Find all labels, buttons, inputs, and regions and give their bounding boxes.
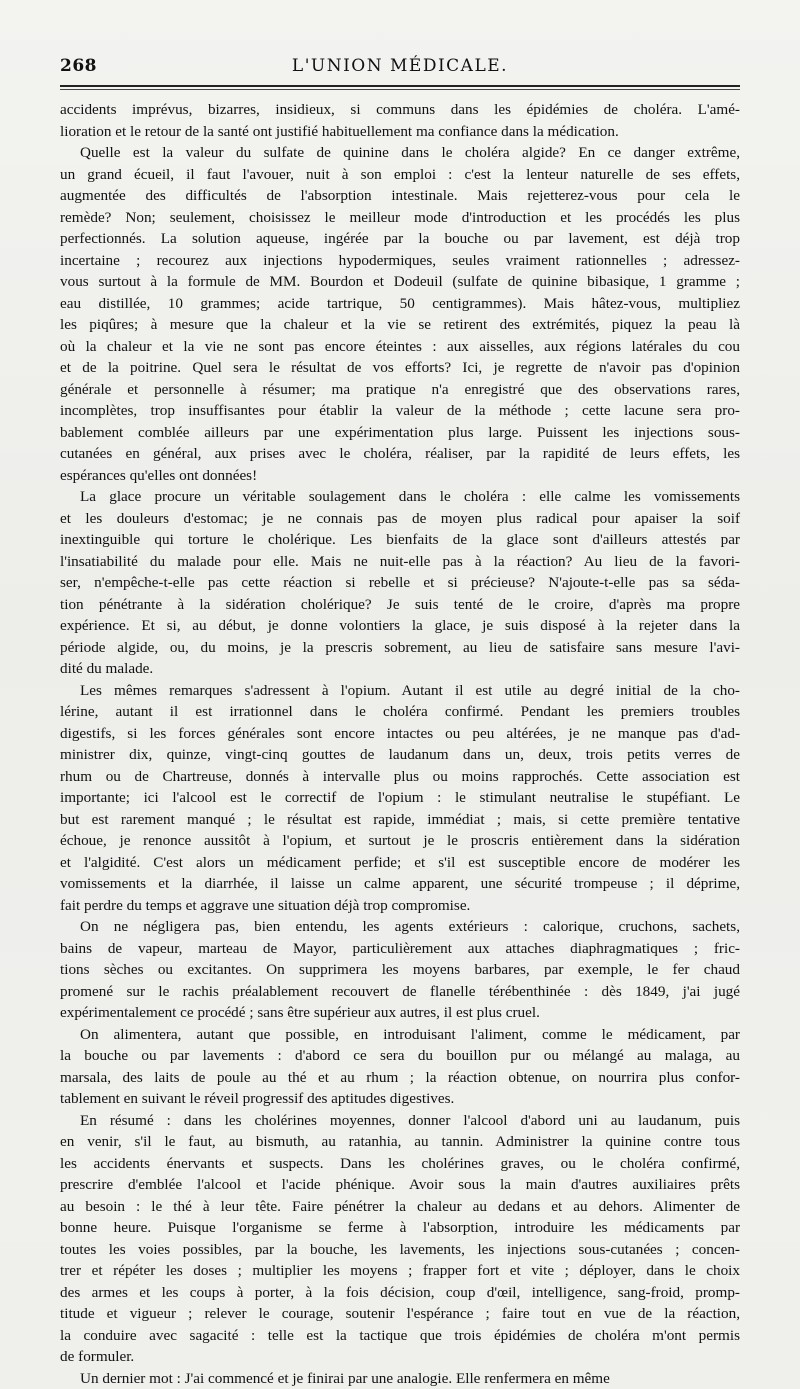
text-line: la conduire avec sagacité : telle est la tactique que trois épidémies de choléra m'ont permis bbox=[60, 1325, 740, 1347]
text-line: trer et répéter les doses ; multiplier les moyens ; frapper fort et vite ; déployer, dans le choix bbox=[60, 1260, 740, 1282]
text-line: On ne négligera pas, bien entendu, les agents extérieurs : calorique, cruchons, sachets, bbox=[60, 916, 740, 938]
text-line: expérience. Et si, au début, je donne volontiers la glace, je suis disposé à la rejeter dans la bbox=[60, 615, 740, 637]
text-line: fait perdre du temps et aggrave une situation déjà trop compromise. bbox=[60, 895, 740, 917]
header-rule bbox=[60, 85, 740, 87]
paragraph bbox=[60, 142, 740, 486]
text-line: échoue, je renonce aussitôt à l'opium, et surtout je le proscris entièrement dans la sidération bbox=[60, 830, 740, 852]
paragraph bbox=[60, 486, 740, 680]
text-line: période algide, ou, du moins, je la prescris sobrement, au lieu de satisfaire sans mesure l'avi- bbox=[60, 637, 740, 659]
text-line: lioration et le retour de la santé ont justifié habituellement ma confiance dans la médication. bbox=[60, 121, 740, 143]
text-line: les piqûres; à mesure que la chaleur et la vie se retirent des extrémités, piquez la peau là bbox=[60, 314, 740, 336]
text-line: Les mêmes remarques s'adressent à l'opium. Autant il est utile au degré initial de la cho- bbox=[60, 680, 740, 702]
paragraph bbox=[60, 1110, 740, 1368]
text-line: rhum ou de Chartreuse, donnés à intervalle plus ou moins rapprochés. Cette association est bbox=[60, 766, 740, 788]
text-line: marsala, des laits de poule au thé et au rhum ; la réaction obtenue, on nourrira plus confor- bbox=[60, 1067, 740, 1089]
text-line: incertaine ; recourez aux injections hypodermiques, seules vraiment rationnelles ; adressez- bbox=[60, 250, 740, 272]
text-line: vomissements et la diarrhée, il laisse un calme apparent, une sécurité trompeuse ; il déprime, bbox=[60, 873, 740, 895]
text-line: eau distillée, 10 grammes; acide tartrique, 50 centigrammes). Mais hâtez-vous, multipliez bbox=[60, 293, 740, 315]
text-line: la bouche ou par lavements : d'abord ce sera du bouillon pur ou mélangé au malaga, au bbox=[60, 1045, 740, 1067]
text-line: inextinguible qui torture le cholérique. Les bienfaits de la glace sont d'ailleurs attestés par bbox=[60, 529, 740, 551]
paragraph bbox=[60, 1024, 740, 1110]
text-line: ministrer dix, quinze, vingt-cinq gouttes de laudanum dans un, deux, trois petits verres de bbox=[60, 744, 740, 766]
text-line: perfectionnés. La solution aqueuse, ingérée par la bouche ou par lavement, est déjà trop bbox=[60, 228, 740, 250]
text-line: espérances qu'elles ont données! bbox=[60, 465, 740, 487]
text-line: bablement comblée ailleurs par une expérimentation plus large. Puissent les injections sous- bbox=[60, 422, 740, 444]
header-rule-thin bbox=[60, 89, 740, 90]
text-line: En résumé : dans les cholérines moyennes, donner l'alcool d'abord uni au laudanum, puis bbox=[60, 1110, 740, 1132]
paragraph bbox=[60, 1368, 740, 1389]
text-line: tions sèches ou excitantes. On supprimera les moyens barbares, par exemple, le fer chaud bbox=[60, 959, 740, 981]
text-line: ser, n'empêche-t-elle pas cette réaction si rebelle et si précieuse? N'ajoute-t-elle pas sa séda- bbox=[60, 572, 740, 594]
text-line: l'insatiabilité du malade pour elle. Mais ne nuit-elle pas à la réaction? Au lieu de la favori- bbox=[60, 551, 740, 573]
text-line: expérimentalement ce procédé ; sans être supérieur aux autres, il est plus cruel. bbox=[60, 1002, 740, 1024]
text-line: un grand écueil, il faut l'avouer, nuit à son emploi : c'est la lenteur naturelle de ses effets, bbox=[60, 164, 740, 186]
text-line: au besoin : le thé à leur tête. Faire pénétrer la chaleur au dedans et au dehors. Alimenter de bbox=[60, 1196, 740, 1218]
text-line: but est rarement manqué ; le résultat est rapide, immédiat ; mais, si cette première tentative bbox=[60, 809, 740, 831]
text-line: lérine, autant il est irrationnel dans le choléra confirmé. Pendant les premiers troubles bbox=[60, 701, 740, 723]
text-line: prescrire d'emblée l'alcool et l'acide phénique. Avoir sous la main d'autres auxiliaires prêts bbox=[60, 1174, 740, 1196]
text-line: La glace procure un véritable soulagement dans le choléra : elle calme les vomissements bbox=[60, 486, 740, 508]
text-line: titude et vigueur ; relever le courage, soutenir l'espérance ; faire tout en vue de la réaction, bbox=[60, 1303, 740, 1325]
text-line: et l'algidité. C'est alors un médicament perfide; et s'il est susceptible encore de modérer les bbox=[60, 852, 740, 874]
text-line: tion pénétrante à la sidération cholérique? Je suis tenté de le croire, d'après ma propre bbox=[60, 594, 740, 616]
text-line: importante; ici l'alcool est le correctif de l'opium : le stimulant neutralise le stupéfiant. Le bbox=[60, 787, 740, 809]
text-line: des armes et les coups à porter, à la fois décision, coup d'œil, intelligence, sang-froid, promp- bbox=[60, 1282, 740, 1304]
text-line: dité du malade. bbox=[60, 658, 740, 680]
text-line: et de la poitrine. Quel sera le résultat de vos efforts? Ici, je regrette de n'avoir pas d'opinion bbox=[60, 357, 740, 379]
text-line: Quelle est la valeur du sulfate de quinine dans le choléra algide? En ce danger extrême, bbox=[60, 142, 740, 164]
text-line: accidents imprévus, bizarres, insidieux, si communs dans les épidémies de choléra. L'amé- bbox=[60, 99, 740, 121]
text-line: bains de vapeur, marteau de Mayor, particulièrement aux attaches diaphragmatiques ; fric- bbox=[60, 938, 740, 960]
text-line: toutes les voies possibles, par la bouche, les lavements, les injections sous-cutanées ; concen- bbox=[60, 1239, 740, 1261]
text-line: augmentée des difficultés de l'absorption intestinale. Mais rejetterez-vous pour cela le bbox=[60, 185, 740, 207]
paragraph bbox=[60, 680, 740, 917]
article-body bbox=[60, 99, 740, 1389]
page-header bbox=[60, 56, 740, 80]
text-line: où la chaleur et la vie ne sont pas encore éteintes : aux aisselles, aux régions latérales du cou bbox=[60, 336, 740, 358]
text-line: bonne heure. Puisque l'organisme se ferme à l'absorption, introduire les médicaments par bbox=[60, 1217, 740, 1239]
text-line: incomplètes, trop insuffisantes pour établir la valeur de la méthode ; cette lacune sera pro- bbox=[60, 400, 740, 422]
running-title: L'UNION MÉDICALE. bbox=[60, 56, 740, 76]
text-line: de formuler. bbox=[60, 1346, 740, 1368]
paragraph bbox=[60, 916, 740, 1024]
text-line: cutanées en général, aux prises avec le choléra, réaliser, par la rapidité de leurs effets, les bbox=[60, 443, 740, 465]
text-line: Un dernier mot : J'ai commencé et je finirai par une analogie. Elle renfermera en même bbox=[60, 1368, 740, 1389]
text-line: tablement en suivant le réveil progressif des aptitudes digestives. bbox=[60, 1088, 740, 1110]
text-line: On alimentera, autant que possible, en introduisant l'aliment, comme le médicament, par bbox=[60, 1024, 740, 1046]
page-number: 268 bbox=[60, 56, 97, 76]
paragraph bbox=[60, 99, 740, 142]
text-line: les accidents énervants et suspects. Dans les cholérines graves, ou le choléra confirmé, bbox=[60, 1153, 740, 1175]
text-line: promené sur le rachis préalablement recouvert de flanelle térébenthinée : dès 1849, j'ai jugé bbox=[60, 981, 740, 1003]
text-line: digestifs, si les forces générales sont encore intactes ou peu altérées, je ne manque pas d'ad- bbox=[60, 723, 740, 745]
text-line: générale et personnelle à résumer; ma pratique n'a enregistré que des observations rares, bbox=[60, 379, 740, 401]
text-line: et les douleurs d'estomac; je ne connais pas de moyen plus radical pour apaiser la soif bbox=[60, 508, 740, 530]
text-line: remède? Non; seulement, choisissez le meilleur mode d'introduction et les procédés les plus bbox=[60, 207, 740, 229]
text-line: en venir, s'il le faut, au bismuth, au ratanhia, au tannin. Administrer la quinine contre tous bbox=[60, 1131, 740, 1153]
text-line: vous surtout à la formule de MM. Bourdon et Dodeuil (sulfate de quinine bibasique, 1 gramme ; bbox=[60, 271, 740, 293]
